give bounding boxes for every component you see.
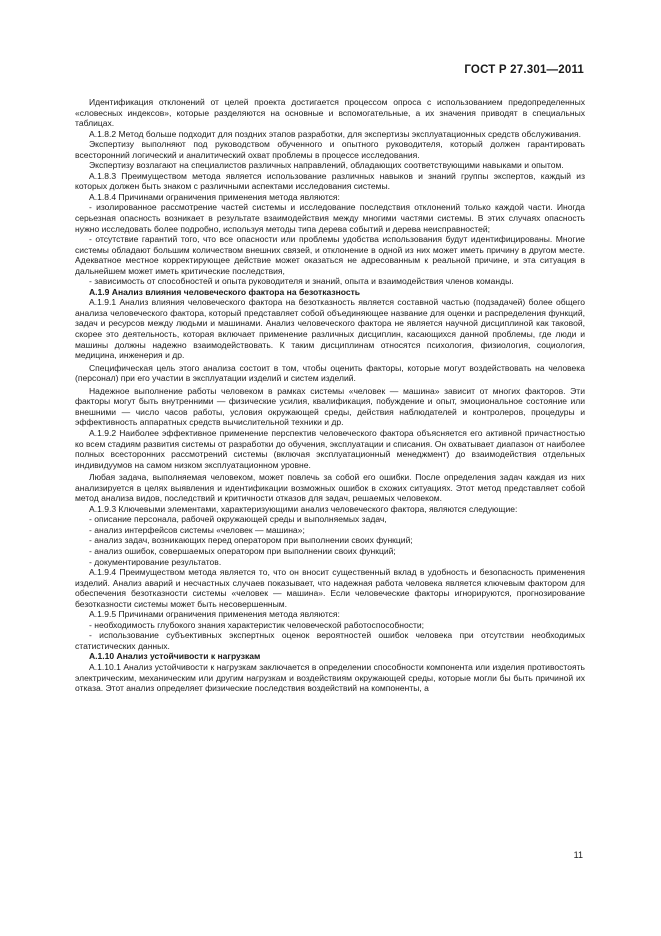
paragraph: Специфическая цель этого анализа состоит в том, чтобы оценить факторы, которые могут воздействовать на человека (персонал) при его участии в эксплуатации изделий и систем изделий. (75, 362, 585, 384)
paragraph: А.1.10.1 Анализ устойчивости к нагрузкам заключается в определении способности компонента или изделия противостоять электрическим, механическим или другим нагрузкам и воздействиям окружающей среды, которые могли бы быть причиной их отказа. Этот анализ определяет физические последствия воздействий на компоненты, а (75, 661, 585, 694)
paragraph: А.1.9.5 Причинами ограничения применения метода являются: (89, 609, 340, 620)
list-item: - анализ ошибок, совершаемых оператором при выполнении своих функций; (89, 545, 396, 556)
paragraph: Экспертизу выполняют под руководством обученного и опытного руководителя, который должен гарантировать всесторонний логический и аналитический охват проблемы в процессе исследования. (75, 139, 585, 160)
section-heading: А.1.10 Анализ устойчивости к нагрузкам (89, 651, 261, 662)
paragraph: Идентификация отклонений от целей проекта достигается процессом опроса с использованием предопределенных «словесных индексов», которые разделяются на основные и вспомогательные, а их значения приводят в специальных таблицах. (75, 97, 585, 129)
list-item: - анализ интерфейсов системы «человек — машина»; (89, 524, 305, 535)
document-id-header: ГОСТ Р 27.301—2011 (464, 64, 584, 76)
list-item: - использование субъективных экспертных оценок вероятностей ошибок человека при отсутствии необходимых статистических данных. (75, 630, 585, 651)
paragraph: А.1.9.4 Преимуществом метода является то, что он вносит существенный вклад в удобность и безопасность применения изделий. Анализ аварий и несчастных случаев показывает, что надежная работа человека является ключевым фактором для обеспечения безотказности системы «человек — машина». Если человеческие факторы игнорируются, прогнозирование безотказности системы может быть несовершенным. (75, 567, 585, 609)
paragraph: А.1.9.2 Наиболее эффективное применение перспектив человеческого фактора объясняется его активной причастностью ко всем стадиям развития системы от разработки до обучения, эксплуатации и списания. Он охватывает диапазон от наиболее полных всесторонних рассмотрений системы (включая эксплуатационный менеджмент) до взаимодействия отдельных индивидуумов на самом низком эксплуатационном уровне. (75, 427, 585, 470)
paragraph: А.1.8.2 Метод больше подходит для поздних этапов разработки, для экспертизы эксплуатационных средств обслуживания. (89, 128, 582, 139)
paragraph: Надежное выполнение работы человеком в рамках системы «человек — машина» зависит от многих факторов. Эти факторы могут быть внутренними — физические усилия, квалификация, побуждение и опыт, эмоциональное состояние или внешними — число часов работы, условия окружающей среды, действия наблюдателей и контролеров, процедуры и эффективность аппаратных средств вычислительной техники и др. (75, 385, 585, 428)
paragraph: А.1.8.4 Причинами ограничения применения метода являются: (89, 191, 340, 202)
paragraph: А.1.9.1 Анализ влияния человеческого фактора на безотказность является составной частью (подзадачей) более общего анализа человеческого фактора, который представляет собой объединяющее название для оценки и распределения функций, задач и ресурсов между людьми и машинами. Анализ человеческого фактора не является научной дисциплиной как таковой, скорее это деятельность, которая включает применение различных дисциплин, касающихся данной проблемы, где люди и машины должны надежно взаимодействовать. К таким дисциплинам относятся психология, физиология, социология, медицина, инженерия и др. (75, 297, 585, 361)
list-item: - документирование результатов. (89, 556, 222, 567)
list-item: - изолированное рассмотрение частей системы и исследование последствия отклонений только каждой части. Иногда серьезная опасность возникает в результате взаимодействия между многими частями системы. В этих случаях опасность нужно исследовать более подробно, используя методы типа дерева событий и дерева неисправностей; (75, 202, 585, 234)
paragraph: А.1.8.3 Преимуществом метода является использование различных навыков и знаний группы экспертов, каждый из которых должен быть знаком с различными аспектами исследования системы. (75, 170, 585, 192)
paragraph: Любая задача, выполняемая человеком, может повлечь за собой его ошибки. После определения задач каждая из них анализируется в целях выявления и идентификации возможных ошибок в схожих ситуациях. Этот метод представляет собой метод анализа видов, последствий и критичности отказов для задач, решаемых человеком. (75, 472, 585, 504)
document-body (75, 97, 585, 694)
section-heading: А.1.9 Анализ влияния человеческого фактора на безотказность (89, 286, 361, 297)
list-item: - необходимость глубокого знания характеристик человеческой работоспособности; (89, 619, 425, 630)
list-item: - описание персонала, рабочей окружающей среды и выполняемых задач, (89, 514, 387, 525)
page-number: 11 (573, 850, 583, 860)
list-item: - зависимость от способностей и опыта руководителя и знаний, опыта и взаимодействия членов команды. (89, 276, 514, 287)
paragraph: А.1.9.3 Ключевыми элементами, характеризующими анализ человеческого фактора, являются следующие: (89, 503, 518, 514)
list-item: - отсутствие гарантий того, что все опасности или проблемы удобства использования будут идентифицированы. Многие системы обладают большим количеством внешних связей, и отклонение в одной из них может иметь причину в другом месте. Адекватное местное корректирующее действие может оказаться не адресованным к реальной причине, и эта ситуация в дальнейшем может иметь критические последствия, (75, 234, 585, 276)
list-item: - анализ задач, возникающих перед оператором при выполнении своих функций; (89, 535, 413, 546)
paragraph: Экспертизу возлагают на специалистов различных направлений, обладающих соответствующими навыками и опытом. (89, 160, 564, 171)
